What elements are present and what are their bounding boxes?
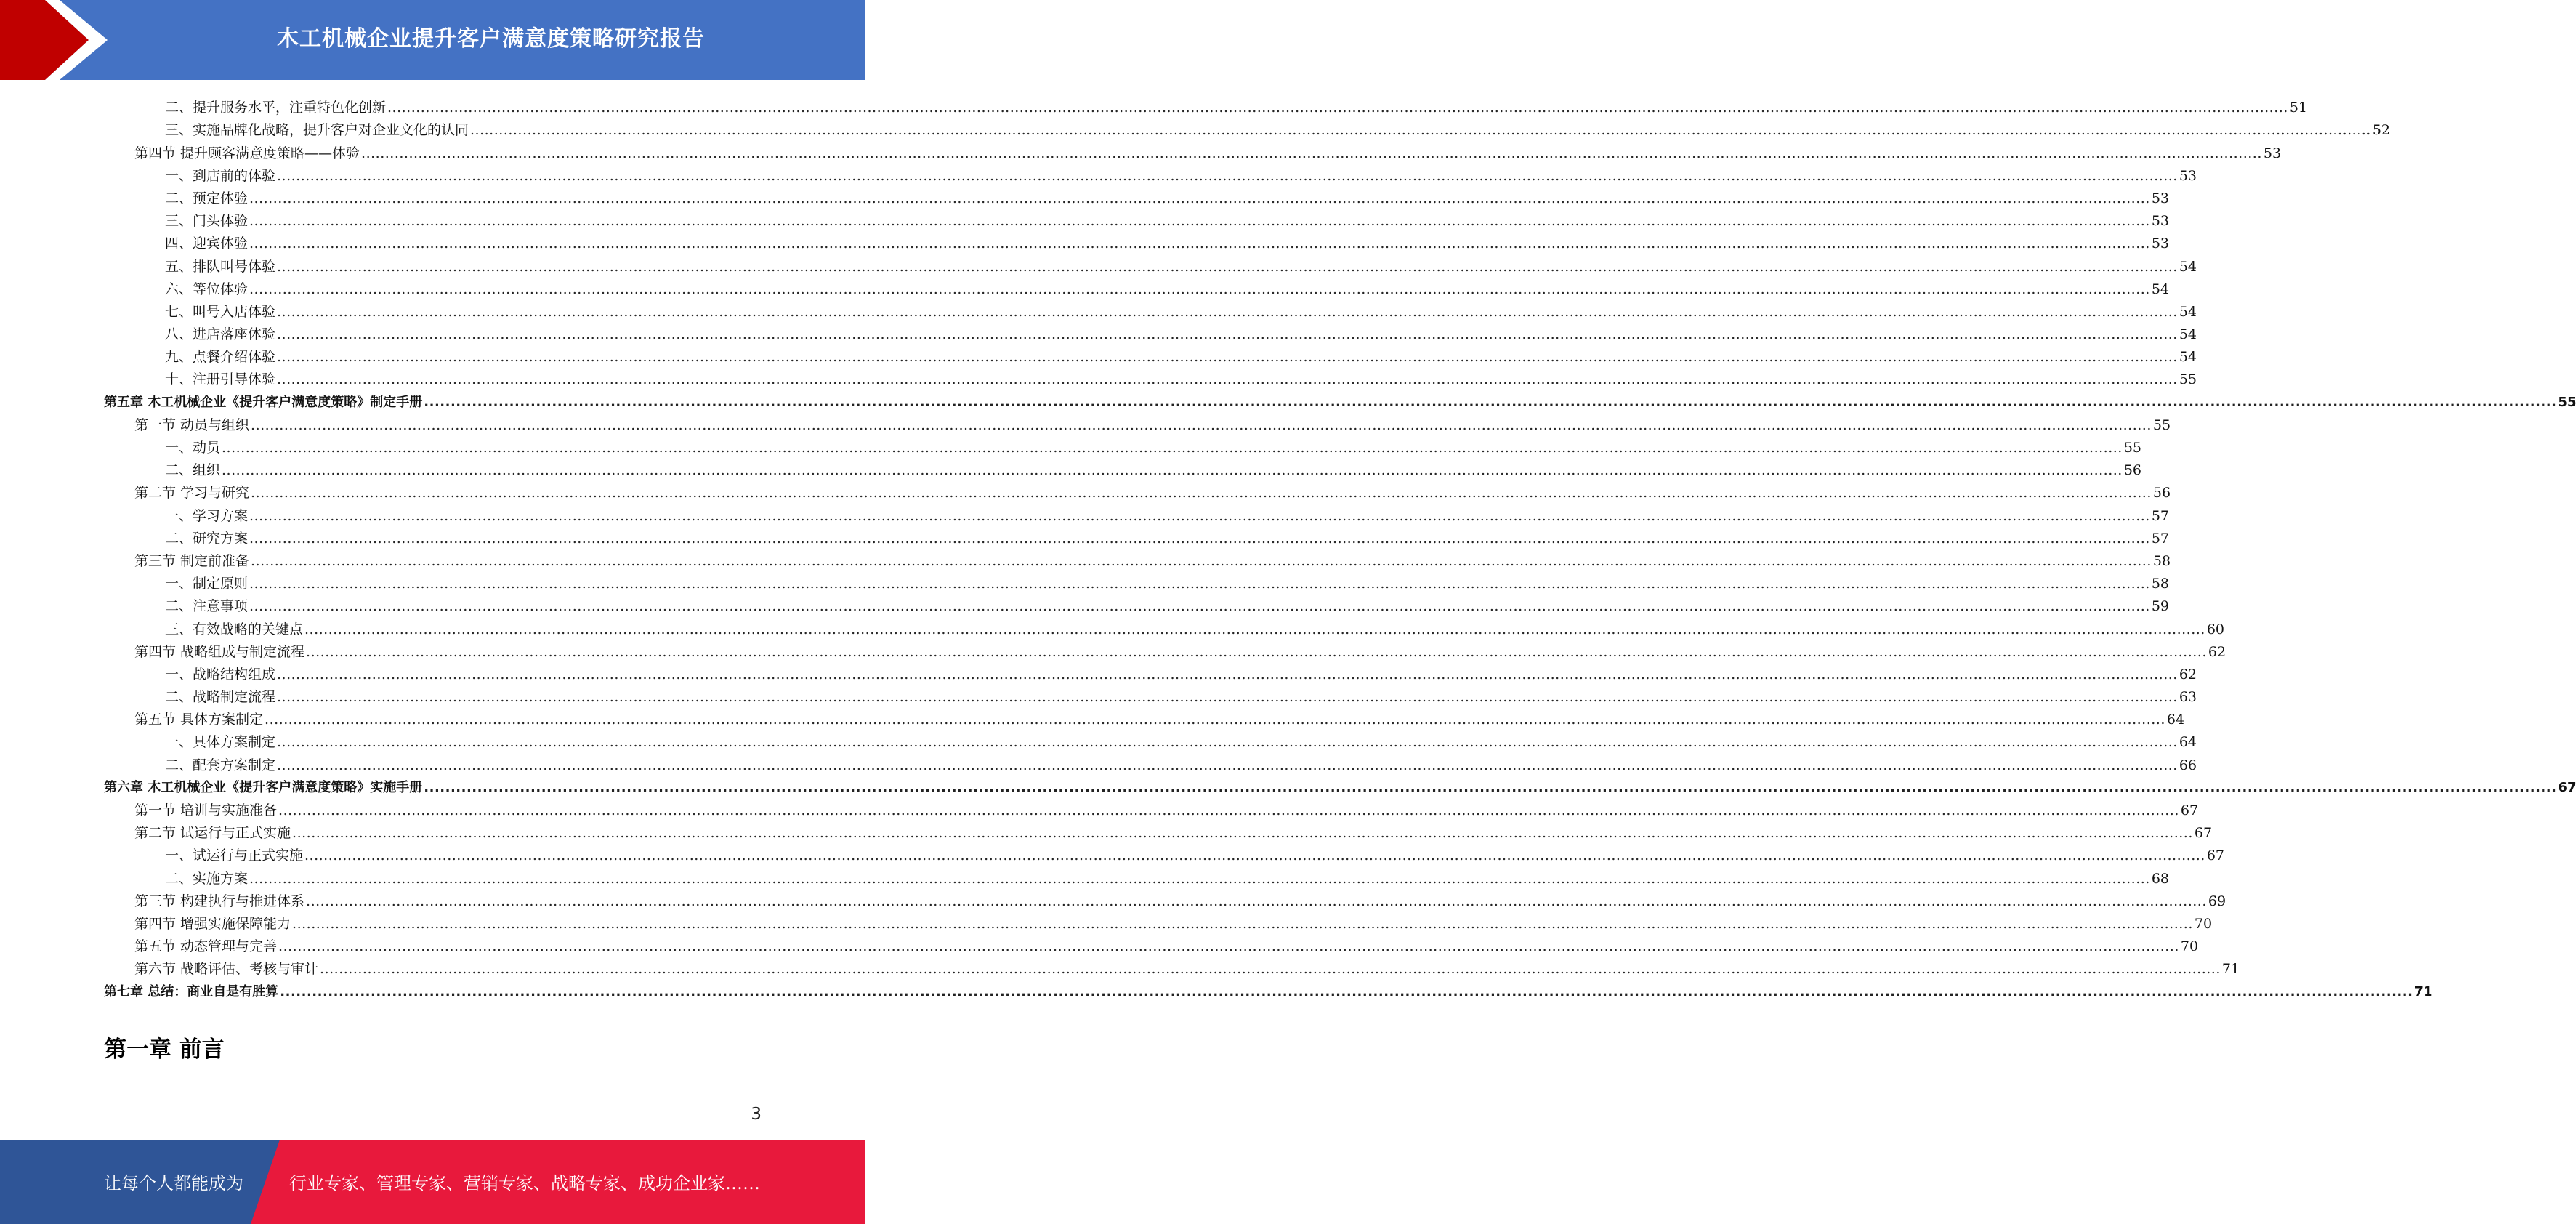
toc-leader-dots: ................................................................................................................................................................................................................................................................................................................................................................................................................ <box>249 598 2150 615</box>
toc-entry-title: 第七章 总结：商业自是有胜算 <box>104 983 279 999</box>
toc-entry-title: 第三节 制定前准备 <box>134 552 250 569</box>
toc-entry[interactable] <box>104 457 2142 480</box>
toc-entry-title: 三、有效战略的关键点 <box>165 621 304 637</box>
toc-entry[interactable] <box>104 94 2308 117</box>
toc-entry-title: 二、实施方案 <box>165 870 249 887</box>
toc-entry[interactable] <box>104 978 2433 1001</box>
toc-entry-page: 56 <box>2152 485 2171 502</box>
toc-entry-page: 62 <box>2179 666 2197 683</box>
toc-entry-page: 55 <box>2179 371 2197 388</box>
toc-entry-page: 59 <box>2151 598 2170 615</box>
toc-leader-dots: ................................................................................................................................................................................................................................................................................................................................................................................................................ <box>277 734 2178 751</box>
toc-entry[interactable] <box>104 435 2142 457</box>
toc-entry-page: 67 <box>2194 825 2213 842</box>
toc-entry-title: 第五章 木工机械企业《提升客户满意度策略》制定手册 <box>104 394 423 410</box>
toc-entry-title: 第二节 试运行与正式实施 <box>134 825 291 842</box>
toc-entry[interactable] <box>104 820 2213 842</box>
toc-entry-title: 七、叫号入店体验 <box>165 303 276 320</box>
toc-leader-dots: ................................................................................................................................................................................................................................................................................................................................................................................................................ <box>277 303 2178 320</box>
toc-entry-page: 69 <box>2208 893 2226 909</box>
toc-entry[interactable] <box>104 366 2197 389</box>
toc-entry-page: 67 <box>2206 847 2225 864</box>
toc-entry-title: 九、点餐介绍体验 <box>165 349 276 366</box>
toc-entry-page: 60 <box>2206 621 2225 637</box>
toc-leader-dots: ................................................................................................................................................................................................................................................................................................................................................................................................................ <box>306 643 2207 660</box>
toc-leader-dots: ................................................................................................................................................................................................................................................................................................................................................................................................................ <box>251 552 2152 569</box>
toc-entry-page: 67 <box>2180 802 2199 818</box>
toc-leader-dots: ................................................................................................................................................................................................................................................................................................................................................................................................................ <box>249 213 2150 230</box>
toc-leader-dots: ................................................................................................................................................................................................................................................................................................................................................................................................................ <box>251 416 2152 433</box>
toc-entry[interactable] <box>104 706 2185 729</box>
toc-entry[interactable] <box>104 480 2171 502</box>
toc-entry[interactable] <box>104 684 2197 706</box>
toc-entry[interactable] <box>104 140 2282 162</box>
toc-entry[interactable] <box>104 752 2197 774</box>
toc-entry[interactable] <box>104 117 2391 140</box>
toc-leader-dots: ................................................................................................................................................................................................................................................................................................................................................................................................................ <box>249 576 2150 592</box>
footer-slogan-left: 让每个人都能成为 <box>104 1173 243 1193</box>
toc-entry-title: 二、战略制定流程 <box>165 689 276 706</box>
toc-entry[interactable] <box>104 412 2171 435</box>
toc-entry-title: 第五节 动态管理与完善 <box>134 938 278 955</box>
toc-entry-page: 66 <box>2179 757 2197 773</box>
toc-entry-title: 第二节 学习与研究 <box>134 485 250 502</box>
toc-entry-title: 二、组织 <box>165 462 221 479</box>
toc-entry-page: 70 <box>2180 938 2199 955</box>
toc-leader-dots: ................................................................................................................................................................................................................................................................................................................................................................................................................ <box>277 349 2178 366</box>
toc-entry-page: 53 <box>2151 213 2170 230</box>
toc-entry-title: 二、预定体验 <box>165 190 249 206</box>
toc-entry-title: 第一节 培训与实施准备 <box>134 802 278 818</box>
toc-entry-title: 第四节 增强实施保障能力 <box>134 915 291 932</box>
toc-entry[interactable] <box>104 661 2197 684</box>
toc-leader-dots: ................................................................................................................................................................................................................................................................................................................................................................................................................ <box>265 712 2165 728</box>
toc-leader-dots: ................................................................................................................................................................................................................................................................................................................................................................................................................ <box>277 371 2178 388</box>
toc-leader-dots: ................................................................................................................................................................................................................................................................................................................................................................................................................ <box>306 893 2207 909</box>
toc-leader-dots: ................................................................................................................................................................................................................................................................................................................................................................................................................ <box>278 938 2179 955</box>
toc-entry-page: 53 <box>2263 145 2282 161</box>
toc-entry[interactable] <box>104 888 2226 911</box>
toc-entry-page: 67 <box>2558 779 2576 795</box>
toc-leader-dots: ................................................................................................................................................................................................................................................................................................................................................................................................................ <box>292 825 2193 842</box>
toc-entry[interactable] <box>104 344 2197 366</box>
toc-leader-dots: ................................................................................................................................................................................................................................................................................................................................................................................................................ <box>249 507 2150 524</box>
toc-leader-dots: ................................................................................................................................................................................................................................................................................................................................................................................................................ <box>292 915 2193 932</box>
toc-entry[interactable] <box>104 571 2170 593</box>
toc-entry[interactable] <box>104 593 2170 616</box>
toc-leader-dots: ................................................................................................................................................................................................................................................................................................................................................................................................................ <box>278 802 2179 818</box>
toc-entry-title: 十、注册引导体验 <box>165 371 276 388</box>
toc-entry-page: 54 <box>2179 326 2197 343</box>
toc-entry-title: 第六章 木工机械企业《提升客户满意度策略》实施手册 <box>104 779 423 795</box>
toc-leader-dots: ................................................................................................................................................................................................................................................................................................................................................................................................................ <box>470 122 2371 139</box>
toc-entry-page: 52 <box>2372 122 2391 139</box>
toc-entry-page: 58 <box>2151 576 2170 592</box>
toc-leader-dots: ................................................................................................................................................................................................................................................................................................................................................................................................................ <box>387 100 2288 116</box>
toc-entry-title: 五、排队叫号体验 <box>165 258 276 275</box>
toc-entry-page: 58 <box>2152 552 2171 569</box>
toc-leader-dots: ................................................................................................................................................................................................................................................................................................................................................................................................................ <box>304 621 2205 637</box>
toc-leader-dots: ................................................................................................................................................................................................................................................................................................................................................................................................................ <box>280 983 2413 999</box>
toc-entry-title: 三、实施品牌化战略，提升客户对企业文化的认同 <box>165 122 469 139</box>
toc-entry-page: 63 <box>2179 689 2197 706</box>
toc-entry[interactable] <box>104 911 2213 933</box>
toc-leader-dots: ................................................................................................................................................................................................................................................................................................................................................................................................................ <box>277 167 2178 184</box>
toc-entry[interactable] <box>104 616 2225 638</box>
toc-entry[interactable] <box>104 865 2170 887</box>
toc-entry-title: 八、进店落座体验 <box>165 326 276 343</box>
toc-entry-page: 55 <box>2123 440 2142 456</box>
toc-entry-page: 68 <box>2151 870 2170 887</box>
toc-entry-page: 71 <box>2221 961 2240 978</box>
toc-entry[interactable] <box>104 842 2225 865</box>
toc-leader-dots: ................................................................................................................................................................................................................................................................................................................................................................................................................ <box>249 530 2150 547</box>
toc-entry-title: 第四节 战略组成与制定流程 <box>134 643 305 660</box>
toc-entry-page: 62 <box>2208 643 2226 660</box>
toc-entry-page: 54 <box>2179 258 2197 275</box>
toc-entry-page: 55 <box>2152 416 2171 433</box>
toc-entry-title: 第三节 构建执行与推进体系 <box>134 893 305 909</box>
toc-entry-page: 64 <box>2179 734 2197 751</box>
toc-entry-page: 56 <box>2123 462 2142 479</box>
toc-entry-title: 一、试运行与正式实施 <box>165 847 304 864</box>
toc-entry-title: 二、配套方案制定 <box>165 757 276 773</box>
toc-entry[interactable] <box>104 321 2197 344</box>
toc-entry-page: 71 <box>2414 983 2433 999</box>
toc-entry-page: 57 <box>2151 530 2170 547</box>
toc-leader-dots: ................................................................................................................................................................................................................................................................................................................................................................................................................ <box>277 326 2178 343</box>
toc-entry[interactable] <box>104 276 2170 299</box>
toc-entry[interactable] <box>104 163 2197 185</box>
toc-entry[interactable] <box>104 208 2170 230</box>
toc-entry-title: 二、注意事项 <box>165 598 249 615</box>
page-header <box>0 0 865 80</box>
toc-entry-title: 一、学习方案 <box>165 507 249 524</box>
table-of-contents <box>104 94 2576 1002</box>
toc-entry-title: 第一节 动员与组织 <box>134 416 250 433</box>
toc-entry[interactable] <box>104 299 2197 321</box>
page-number: 3 <box>751 1105 762 1124</box>
toc-leader-dots: ................................................................................................................................................................................................................................................................................................................................................................................................................ <box>222 462 2123 479</box>
report-title: 木工机械企业提升客户满意度策略研究报告 <box>277 26 705 52</box>
toc-entry[interactable] <box>104 548 2171 571</box>
toc-leader-dots: ................................................................................................................................................................................................................................................................................................................................................................................................................ <box>277 689 2178 706</box>
toc-leader-dots: ................................................................................................................................................................................................................................................................................................................................................................................................................ <box>249 870 2150 887</box>
toc-leader-dots: ................................................................................................................................................................................................................................................................................................................................................................................................................ <box>424 394 2557 410</box>
toc-leader-dots: ................................................................................................................................................................................................................................................................................................................................................................................................................ <box>277 666 2178 683</box>
toc-entry-title: 四、迎宾体验 <box>165 235 249 252</box>
toc-entry-title: 第六节 战略评估、考核与审计 <box>134 961 319 978</box>
toc-entry-title: 二、提升服务水平，注重特色化创新 <box>165 100 387 116</box>
toc-leader-dots: ................................................................................................................................................................................................................................................................................................................................................................................................................ <box>222 440 2123 456</box>
toc-entry[interactable] <box>104 729 2197 752</box>
toc-entry-page: 64 <box>2166 712 2185 728</box>
toc-entry[interactable] <box>104 185 2170 208</box>
toc-entry-page: 70 <box>2194 915 2213 932</box>
toc-leader-dots: ................................................................................................................................................................................................................................................................................................................................................................................................................ <box>277 757 2178 773</box>
toc-entry-page: 54 <box>2179 303 2197 320</box>
toc-entry[interactable] <box>104 933 2199 956</box>
footer-slogan-right: 行业专家、管理专家、营销专家、战略专家、成功企业家…… <box>289 1173 760 1193</box>
toc-leader-dots: ................................................................................................................................................................................................................................................................................................................................................................................................................ <box>320 961 2221 978</box>
toc-entry-title: 三、门头体验 <box>165 213 249 230</box>
toc-entry-title: 二、研究方案 <box>165 530 249 547</box>
toc-entry-page: 53 <box>2151 235 2170 252</box>
page-footer <box>0 1140 865 1224</box>
toc-entry-page: 54 <box>2151 281 2170 297</box>
toc-leader-dots: ................................................................................................................................................................................................................................................................................................................................................................................................................ <box>424 779 2557 795</box>
toc-leader-dots: ................................................................................................................................................................................................................................................................................................................................................................................................................ <box>304 847 2205 864</box>
toc-entry-title: 一、动员 <box>165 440 221 456</box>
toc-entry-title: 一、到店前的体验 <box>165 167 276 184</box>
toc-entry[interactable] <box>104 502 2170 525</box>
toc-entry-title: 第五节 具体方案制定 <box>134 712 264 728</box>
toc-leader-dots: ................................................................................................................................................................................................................................................................................................................................................................................................................ <box>249 235 2150 252</box>
toc-entry[interactable] <box>104 230 2170 253</box>
toc-entry-title: 一、制定原则 <box>165 576 249 592</box>
toc-entry-title: 六、等位体验 <box>165 281 249 297</box>
toc-entry-page: 54 <box>2179 349 2197 366</box>
toc-leader-dots: ................................................................................................................................................................................................................................................................................................................................................................................................................ <box>277 258 2178 275</box>
toc-entry[interactable] <box>104 253 2197 275</box>
toc-entry-page: 57 <box>2151 507 2170 524</box>
toc-leader-dots: ................................................................................................................................................................................................................................................................................................................................................................................................................ <box>249 281 2150 297</box>
toc-entry[interactable] <box>104 775 2576 797</box>
toc-entry-page: 53 <box>2179 167 2197 184</box>
toc-entry[interactable] <box>104 526 2170 548</box>
toc-leader-dots: ................................................................................................................................................................................................................................................................................................................................................................................................................ <box>251 485 2152 502</box>
toc-entry[interactable] <box>104 956 2240 978</box>
toc-entry[interactable] <box>104 389 2576 411</box>
toc-leader-dots: ................................................................................................................................................................................................................................................................................................................................................................................................................ <box>249 190 2150 206</box>
toc-entry[interactable] <box>104 639 2226 661</box>
toc-entry-page: 55 <box>2558 394 2576 410</box>
toc-entry[interactable] <box>104 797 2199 820</box>
toc-entry-title: 第四节 提升顾客满意度策略——体验 <box>134 145 360 161</box>
toc-entry-page: 53 <box>2151 190 2170 206</box>
toc-entry-title: 一、具体方案制定 <box>165 734 276 751</box>
toc-leader-dots: ................................................................................................................................................................................................................................................................................................................................................................................................................ <box>361 145 2262 161</box>
toc-entry-title: 一、战略结构组成 <box>165 666 276 683</box>
chapter-heading: 第一章 前言 <box>104 1036 225 1063</box>
toc-entry-page: 51 <box>2289 100 2308 116</box>
